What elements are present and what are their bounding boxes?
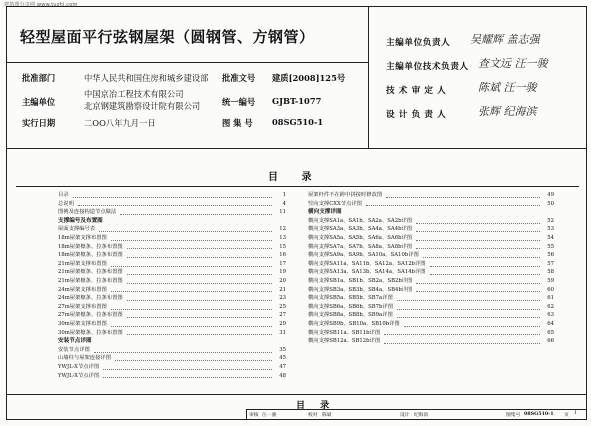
header-vertical-divider xyxy=(368,6,369,148)
approval-doc-value: 建质[2008]125号 xyxy=(272,73,346,83)
toc-entry[interactable] xyxy=(308,277,554,286)
toc-entry[interactable] xyxy=(308,243,554,252)
toc-entry-title: YWJL-X节点详图 xyxy=(58,364,100,370)
atlas-title: 轻型屋面平行弦钢屋架（圆钢管、方钢管） xyxy=(20,28,315,46)
toc-leader-dots xyxy=(127,257,272,258)
toc-leader-dots xyxy=(397,317,540,318)
toc-entry-page: 23 xyxy=(279,295,286,302)
toc-entry[interactable] xyxy=(308,217,554,226)
toc-leader-dots xyxy=(397,309,540,310)
toc-entry-page: 45 xyxy=(279,355,286,362)
toc-entry-title: 横向支撑SA7a、SA7b、SA8a、SA8b详图 xyxy=(308,243,413,250)
toc-entry[interactable] xyxy=(58,286,286,295)
toc-entry-title: 竖向支撑CXX节点详图 xyxy=(308,200,362,207)
toc-entry[interactable] xyxy=(308,260,554,269)
toc-leader-dots xyxy=(430,274,540,275)
toc-entry-title: 横向支撑SB9b、SB10a、SB10b详图 xyxy=(308,321,400,327)
approval-doc-label: 批准文号 xyxy=(222,73,256,83)
resp-label-3: 技 术 审 定 人 xyxy=(386,86,447,96)
toc-entry-page: 53 xyxy=(547,226,554,233)
resp-label-2: 主编单位技术负责人 xyxy=(386,62,469,72)
toc-entry-page: 1 xyxy=(282,192,286,198)
toc-section-header xyxy=(58,337,286,346)
code-label: 统一编号 xyxy=(222,97,256,107)
toc-entry-page: 21 xyxy=(279,286,286,293)
toc-section-header xyxy=(58,217,286,226)
toc-leader-dots xyxy=(384,334,540,335)
editor-value-2: 北京钢建筑勘察设计院有限公司 xyxy=(84,101,201,111)
toc-top-rule xyxy=(16,186,579,187)
toc-entry-title: 30m屋架檩条、拉条布置图 xyxy=(58,329,123,336)
toc-entry-title: 安装节点详图 xyxy=(58,346,90,353)
toc-entry-page: 17 xyxy=(279,260,286,267)
toc-entry[interactable] xyxy=(58,372,286,381)
header-divider xyxy=(6,62,368,63)
toc-entry[interactable] xyxy=(308,294,554,303)
toc-entry-page: 16 xyxy=(279,252,286,259)
toc-entry-title: 30m屋架支撑布置图 xyxy=(58,321,107,327)
toc-entry-page: 49 xyxy=(547,192,554,198)
toc-entry[interactable] xyxy=(308,234,554,243)
toc-entry-title: 横向支撑SB5a、SB5b、SB7a详图 xyxy=(308,295,393,302)
code-value: GJBT-1077 xyxy=(272,96,322,106)
watermark: 建筑图分享网 www.tuzhi.com xyxy=(4,2,78,8)
atlas-no-value: 08SG510-1 xyxy=(272,117,324,127)
toc-entry-title: 横向支撑SA11a、SA11b、SA12a、SA12b详图 xyxy=(308,260,426,267)
toc-entry-title: YWJL-X节点详图 xyxy=(58,372,100,379)
editor-label: 主编单位 xyxy=(22,97,56,107)
toc-entry-title: 支撑编号及布置图 xyxy=(58,217,103,224)
toc-entry-title: 横向支撑SB6a、SB6b、SB7b详图 xyxy=(308,303,393,310)
toc-leader-dots xyxy=(103,377,272,378)
toc-entry-page: 50 xyxy=(547,200,554,207)
toc-entry-page: 52 xyxy=(547,217,554,224)
toc-entry-title: 横向支撑SB11a、SB11b详图 xyxy=(308,329,381,336)
toc-entry-page: 20 xyxy=(279,278,286,284)
toc-entry[interactable] xyxy=(58,208,286,217)
toc-entry[interactable] xyxy=(58,225,286,234)
toc-entry[interactable] xyxy=(308,337,554,346)
toc-entry[interactable] xyxy=(58,251,286,260)
toc-entry[interactable] xyxy=(58,200,286,209)
toc-entry[interactable] xyxy=(58,277,286,286)
toc-leader-dots xyxy=(127,317,272,318)
toc-entry-title: 横向支撑SB8a、SB8b、SB9a详图 xyxy=(308,312,393,319)
tb-page-label: 页 xyxy=(564,413,569,418)
toc-entry-title: 18m屋架檩条、拉条布置图 xyxy=(58,252,123,259)
toc-leader-dots xyxy=(111,326,272,327)
tb-design-label: 设计 xyxy=(400,413,410,418)
toc-leader-dots xyxy=(384,343,540,344)
toc-entry-page: 35 xyxy=(279,346,286,353)
toc-leader-dots xyxy=(127,248,272,249)
toc-leader-dots xyxy=(127,334,272,335)
tb-check-label: 校对 xyxy=(308,413,318,418)
tb-page-value: 1 xyxy=(574,411,578,416)
toc-entry[interactable] xyxy=(308,311,554,320)
toc-leader-dots xyxy=(416,248,540,249)
toc-leader-dots xyxy=(127,283,272,284)
toc-leader-dots xyxy=(94,352,272,353)
tb-atlas-value: 08SG510-1 xyxy=(524,411,554,417)
toc-entry[interactable] xyxy=(58,191,286,200)
toc-entry[interactable] xyxy=(58,346,286,355)
toc-leader-dots xyxy=(99,231,272,232)
toc-entry-page: 55 xyxy=(547,243,554,250)
toc-leader-dots xyxy=(78,205,272,206)
editor-value-1: 中国京冶工程技术有限公司 xyxy=(84,89,184,99)
toc-entry[interactable] xyxy=(58,354,286,363)
toc-leader-dots xyxy=(111,240,272,241)
toc-entry[interactable] xyxy=(308,251,554,260)
toc-entry-title: 横向支撑SA3a、SA3b、SA4a、SA4b详图 xyxy=(308,226,413,233)
toc-leader-dots xyxy=(111,309,272,310)
toc-entry[interactable] xyxy=(308,329,554,338)
date-value: 二OO八年九月一日 xyxy=(84,118,156,128)
atlas-no-label: 图 集 号 xyxy=(222,118,253,128)
toc-entry-page: 63 xyxy=(547,312,554,319)
toc-leader-dots xyxy=(120,214,272,215)
toc-leader-dots xyxy=(127,274,272,275)
bottom-rule xyxy=(6,394,587,395)
toc-leader-dots xyxy=(111,266,272,267)
toc-entry-page: 66 xyxy=(547,338,554,345)
toc-entry[interactable] xyxy=(58,268,286,277)
toc-entry-title: 21m屋架檩条、拉条布置图 xyxy=(58,278,123,284)
toc-leader-dots xyxy=(386,197,540,198)
toc-entry-page: 29 xyxy=(279,321,286,327)
toc-entry-page: 61 xyxy=(547,295,554,302)
toc-entry-page: 47 xyxy=(279,364,286,370)
toc-entry[interactable] xyxy=(58,234,286,243)
toc-leader-dots xyxy=(416,291,540,292)
tb-check-name: 陈斌 xyxy=(322,413,332,418)
toc-entry-title: 屋面支撑编号表 xyxy=(58,226,96,233)
toc-entry-title: 横向支撑SA9a、SA9b、SA10a、SA10b详图 xyxy=(308,252,419,259)
toc-entry-page: 25 xyxy=(279,303,286,310)
toc-entry-page: 65 xyxy=(547,329,554,336)
toc-entry[interactable] xyxy=(308,200,554,209)
toc-entry-title: 24m屋架檩条、拉条布置图 xyxy=(58,295,123,302)
toc-entry-page: 11 xyxy=(279,209,286,216)
toc-entry-title: 27m屋架檩条、拉条布置图 xyxy=(58,312,123,319)
toc-entry[interactable] xyxy=(58,311,286,320)
toc-entry[interactable] xyxy=(308,225,554,234)
toc-entry-title: 横向支撑详图 xyxy=(308,209,342,216)
toc-entry-page: 59 xyxy=(547,278,554,284)
toc-entry-title: 屋架杆件不在跨中拼接时修改图 xyxy=(308,192,383,198)
tb-atlas-label: 图集号 xyxy=(506,413,521,418)
toc-entry-title: 21m屋架支撑布置图 xyxy=(58,260,107,267)
toc-leader-dots xyxy=(397,300,540,301)
toc-leader-dots xyxy=(111,291,272,292)
toc-entry[interactable] xyxy=(58,243,286,252)
toc-entry[interactable] xyxy=(58,320,286,329)
toc-entry-title: 横向支撑SA5a、SA5b、SA6a、SA6b详图 xyxy=(308,235,413,241)
toc-entry-page: 54 xyxy=(547,235,554,241)
toc-entry-title: 18m屋架支撑布置图 xyxy=(58,235,107,241)
resp-signature-4: 张辉 纪海滨 xyxy=(478,105,537,118)
toc-entry-title: 总说明 xyxy=(58,200,74,207)
toc-entry[interactable] xyxy=(308,303,554,312)
toc-entry-page: 56 xyxy=(547,252,554,259)
toc-entry-page: 4 xyxy=(282,200,286,207)
toc-leader-dots xyxy=(366,205,540,206)
toc-entry-title: 山墙柱与屋架连接详图 xyxy=(58,355,111,362)
toc-entry[interactable] xyxy=(58,260,286,269)
approval-dept-value: 中华人民共和国住房和城乡建设部 xyxy=(84,73,209,83)
toc-leader-dots xyxy=(73,197,272,198)
resp-label-1: 主编单位负责人 xyxy=(386,38,451,48)
title-block-rule xyxy=(246,409,587,410)
bottom-toc-label: 目 录 xyxy=(296,401,336,411)
toc-leader-dots xyxy=(416,283,540,284)
toc-entry[interactable] xyxy=(308,286,554,295)
toc-entry[interactable] xyxy=(308,268,554,277)
toc-entry-title: 27m屋架支撑布置图 xyxy=(58,303,107,310)
toc-entry-title: 横向支撑SB1a、SB1b、SB2a、SB2b详图 xyxy=(308,278,413,284)
approval-dept-label: 批准部门 xyxy=(22,73,56,83)
toc-leader-dots xyxy=(103,369,272,370)
toc-entry[interactable] xyxy=(308,191,554,200)
toc-entry-title: 图例及连接构造节点做法 xyxy=(58,209,117,216)
toc-entry-page: 12 xyxy=(279,226,286,233)
toc-entry-page: 64 xyxy=(547,321,554,327)
toc-entry-page: 58 xyxy=(547,269,554,276)
toc-entry[interactable] xyxy=(308,320,554,329)
toc-leader-dots xyxy=(127,300,272,301)
resp-signature-3: 陈斌 汪一骏 xyxy=(478,81,537,94)
toc-entry[interactable] xyxy=(58,294,286,303)
toc-entry[interactable] xyxy=(58,303,286,312)
date-label: 实行日期 xyxy=(22,118,56,128)
toc-leader-dots xyxy=(115,360,272,361)
tb-review-name: 汪一骏 xyxy=(262,413,277,418)
toc-entry-page: 57 xyxy=(547,260,554,267)
toc-entry-title: 安装节点详图 xyxy=(58,338,92,345)
toc-entry-title: 横向支撑SA13a、SA13b、SA14a、SA14b详图 xyxy=(308,269,426,276)
toc-entry-page: 13 xyxy=(279,235,286,241)
resp-signature-1: 吴耀辉 盖志强 xyxy=(470,33,540,46)
toc-leader-dots xyxy=(430,266,540,267)
toc-entry[interactable] xyxy=(58,363,286,372)
toc-section-header xyxy=(308,208,554,217)
title-block-left-edge xyxy=(246,409,247,420)
toc-entry[interactable] xyxy=(58,329,286,338)
toc-leader-dots xyxy=(416,240,540,241)
toc-entry-page: 60 xyxy=(547,286,554,293)
toc-entry-page: 62 xyxy=(547,303,554,310)
resp-signature-2: 查文远 汪一骏 xyxy=(478,57,548,70)
toc-leader-dots xyxy=(423,257,540,258)
toc-entry-title: 目录 xyxy=(58,192,69,198)
toc-entry-title: 横向支撑SB12a、SB12b详图 xyxy=(308,338,381,345)
tb-review-label: 审核 xyxy=(249,413,259,418)
resp-label-4: 设 计 负 责 人 xyxy=(386,110,447,120)
toc-entry-title: 21m屋架檩条、拉条布置图 xyxy=(58,269,123,276)
toc-entry-page: 19 xyxy=(279,269,286,276)
toc-leader-dots xyxy=(416,231,540,232)
toc-leader-dots xyxy=(416,223,540,224)
toc-entry-title: 24m屋架支撑布置图 xyxy=(58,286,107,293)
toc-entry-title: 横向支撑SA1a、SA1b、SA2a、SA2b详图 xyxy=(308,217,413,224)
toc-entry-page: 15 xyxy=(279,243,286,250)
toc-entry-page: 48 xyxy=(279,372,286,379)
tb-design-name: 纪海滨 xyxy=(414,413,429,418)
toc-entry-page: 31 xyxy=(279,329,286,336)
toc-entry-title: 18m屋架檩条、拉条布置图 xyxy=(58,243,123,250)
toc-leader-dots xyxy=(404,326,540,327)
toc-heading: 目 录 xyxy=(268,172,322,183)
toc-entry-title: 横向支撑SB3a、SB3b、SB4a、SB4b详图 xyxy=(308,286,413,293)
header-bottom-divider xyxy=(6,148,587,149)
toc-entry-page: 27 xyxy=(279,312,286,319)
